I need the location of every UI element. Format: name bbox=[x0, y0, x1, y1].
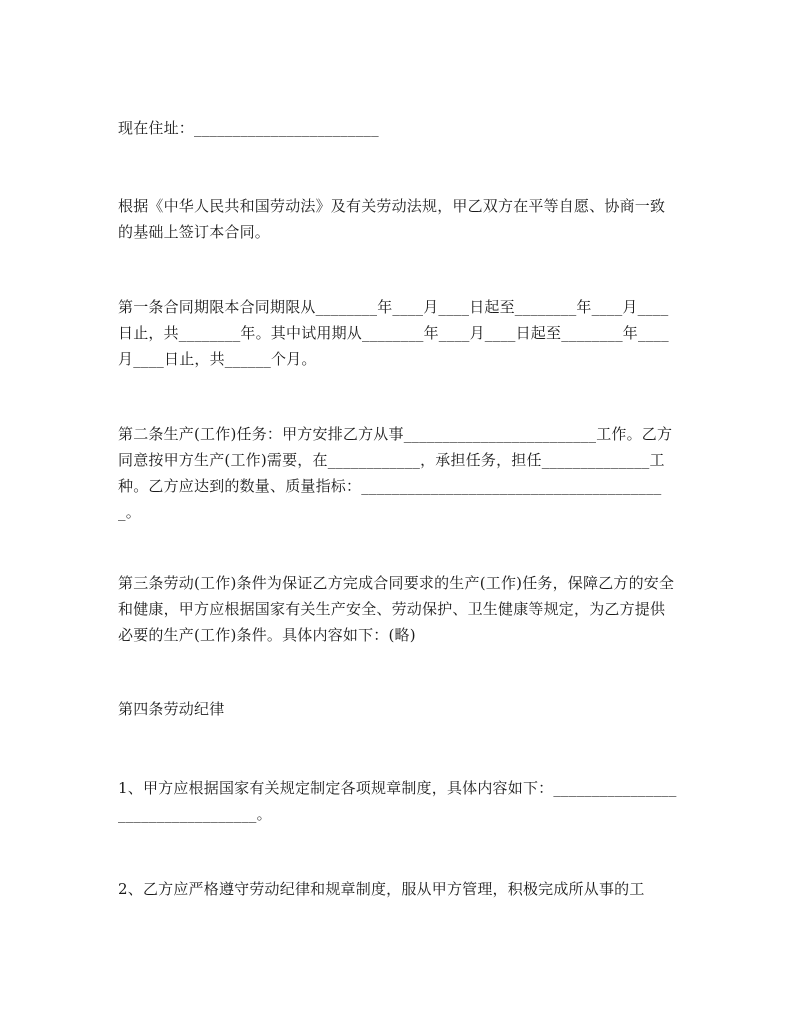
article-4-title: 第四条劳动纪律 bbox=[118, 700, 225, 718]
preamble-paragraph: 根据《中华人民共和国劳动法》及有关劳动法规，甲乙双方在平等自愿、协商一致的基础上签订本合同。 bbox=[118, 197, 666, 241]
article-4-item-1: 1、甲方应根据国家有关规定制定各项规章制度，具体内容如下：__________________________________。 bbox=[118, 779, 677, 823]
article-3-paragraph: 第三条劳动(工作)条件为保证乙方完成合同要求的生产(工作)任务，保障乙方的安全和健康，甲方应根据国家有关生产安全、劳动保护、卫生健康等规定，为乙方提供必要的生产(工作)条件。具体内容如下：(略) bbox=[118, 574, 675, 644]
article-1-paragraph: 第一条合同期限本合同期限从________年____月____日起至________年____月____日止，共________年。其中试用期从________年____月____日起至________年____月____日止，共______个月。 bbox=[118, 298, 669, 368]
address-line: 现在住址：________________________ bbox=[118, 119, 379, 137]
article-2-paragraph: 第二条生产(工作)任务：甲方安排乙方从事_________________________工作。乙方同意按甲方生产(工作)需要，在____________，承担任务，担任______________工种。乙方应达到的数量、质量指标：________________________________________。 bbox=[118, 425, 673, 521]
article-4-item-2: 2、乙方应严格遵守劳动纪律和规章制度，服从甲方管理，积极完成所从事的工 bbox=[118, 880, 645, 898]
